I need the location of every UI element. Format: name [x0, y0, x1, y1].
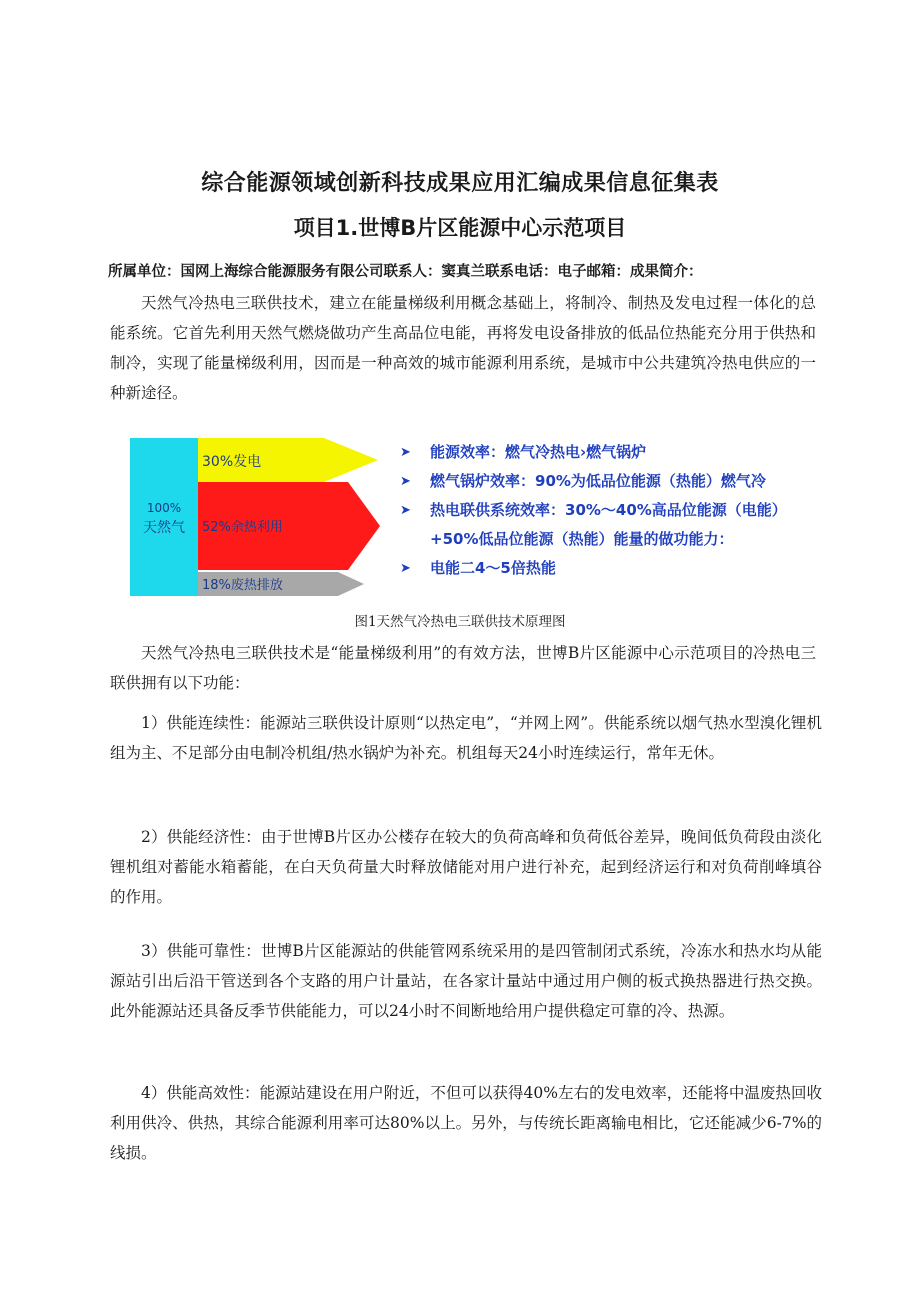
- natural-gas-source-block: [130, 438, 198, 596]
- power-arrow-label: 30%发电: [202, 454, 262, 470]
- function-item-continuity: 1）供能连续性：能源站三联供设计原则“以热定电”，“并网上网”。供能系统以烟气热水型溴化锂机组为主、不足部分由电制冷机组/热水锅炉为补充。机组每天24小时连续运行，常年无休。: [110, 714, 822, 762]
- figure-caption: 图1天然气冷热电三联供技术原理图: [354, 614, 566, 630]
- bullet-item: ➤ 能源效率：燃气冷热电›燃气锅炉: [398, 438, 818, 467]
- arrowhead-bullet-icon: ➤: [400, 561, 411, 576]
- function-item-reliability: 3）供能可靠性：世博B片区能源站的供能管网系统采用的是四管制闭式系统，冷冻水和热水均从能源站引出后沿干管送到各个支路的用户计量站，在各家计量站中通过用户侧的板式换热器进行热交换。此外能源站还具备反季节供能能力，可以24小时不间断地给用户提供稳定可靠的冷、热源。: [110, 942, 822, 1020]
- arrowhead-bullet-icon: ➤: [400, 474, 411, 489]
- energy-flow-diagram: [128, 436, 388, 598]
- arrowhead-bullet-icon: ➤: [400, 445, 411, 460]
- bullet-item: ➤ 燃气锅炉效率：90%为低品位能源（热能）燃气冷: [398, 467, 818, 496]
- function-intro-paragraph: 天然气冷热电三联供技术是“能量梯级利用”的有效方法，世博B片区能源中心示范项目的冷热电三联供拥有以下功能：: [110, 644, 816, 692]
- bullet-item: ➤ 电能二4～5倍热能: [398, 554, 818, 583]
- function-item-efficiency: 4）供能高效性：能源站建设在用户附近，不但可以获得40%左右的发电效率，还能将中温废热回收利用供冷、供热，其综合能源利用率可达80%以上。另外，与传统长距离输电相比，它还能减少6-7%的线损。: [110, 1084, 822, 1162]
- waste-arrow-label: 18%废热排放: [202, 578, 283, 593]
- figure-bullet-list: [398, 438, 818, 583]
- heat-arrow-label: 52%余热利用: [202, 520, 283, 535]
- project-title: 项目1.世博B片区能源中心示范项目: [293, 216, 627, 240]
- intro-paragraph: 天然气冷热电三联供技术，建立在能量梯级利用概念基础上，将制冷、制热及发电过程一体化的总能系统。它首先利用天然气燃烧做功产生高品位电能，再将发电设备排放的低品位热能充分用于供热和制冷，实现了能量梯级利用，因而是一种高效的城市能源利用系统，是城市中公共建筑冷热电供应的一种新途径。: [110, 294, 816, 402]
- bullet-item: ➤ 热电联供系统效率：30%～40%高品位能源（电能）+50%低品位能源（热能）能量的做功能力：: [398, 496, 818, 554]
- principle-figure: [128, 436, 818, 598]
- meta-info-line: 所属单位：国网上海综合能源服务有限公司联系人：窦真兰联系电话：电子邮箱：成果简介：: [108, 264, 703, 280]
- document-title: 综合能源领域创新科技成果应用汇编成果信息征集表: [201, 171, 719, 196]
- function-item-economy: 2）供能经济性：由于世博B片区办公楼存在较大的负荷高峰和负荷低谷差异，晚间低负荷段由淡化锂机组对蓄能水箱蓄能，在白天负荷量大时释放储能对用户进行补充，起到经济运行和对负荷削峰填谷的作用。: [110, 828, 822, 906]
- source-label-top: 100%: [146, 501, 182, 515]
- arrowhead-bullet-icon: ➤: [400, 503, 411, 518]
- source-label-bottom: 天然气: [143, 520, 185, 536]
